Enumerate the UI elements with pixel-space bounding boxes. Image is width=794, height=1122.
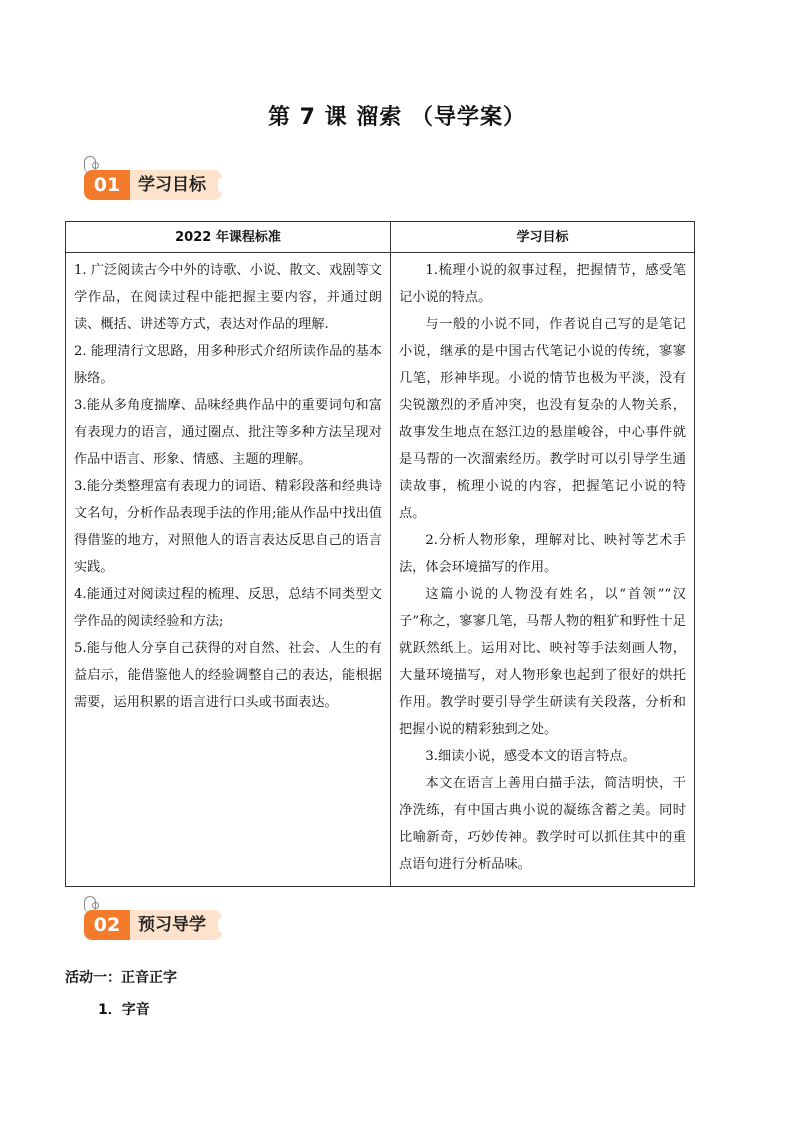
goal-item: 这篇小说的人物没有姓名，以“首领”“汉子”称之，寥寥几笔，马帮人物的粗犷和野性十足就跃然纸上。运用对比、映衬等手法刻画人物，大量环境描写，对人物形象也起到了很好的烘托作用。教学时要引导学生研读有关段落，分析和把握小说的精彩独到之处。 [399, 587, 686, 737]
activity-heading: 活动一：正音正字 [65, 970, 177, 986]
page-title: 第 7 课 溜索 （导学案） [268, 105, 526, 130]
section-label: 学习目标 [130, 170, 222, 200]
table-header-goals: 学习目标 [391, 222, 695, 253]
goals-table [65, 221, 695, 887]
paperclip-ring-icon [92, 902, 99, 909]
standard-item: 2. 能理清行文思路，用多种形式介绍所读作品的基本脉络。 [74, 344, 382, 386]
goal-item: 3.细读小说，感受本文的语言特点。 [425, 749, 636, 764]
goal-item: 2.分析人物形象，理解对比、映衬等艺术手法，体会环境描写的作用。 [399, 533, 686, 575]
standard-item: 1. 广泛阅读古今中外的诗歌、小说、散文、戏剧等文学作品，在阅读过程中能把握主要内容，并通过朗读、概括、讲述等方式，表达对作品的理解. [74, 263, 382, 332]
standard-item: 5.能与他人分享自己获得的对自然、社会、人生的有益启示，能借鉴他人的经验调整自己的表达，能根据需要，运用积累的语言进行口头或书面表达。 [74, 641, 382, 710]
subsection-heading: 1．字音 [98, 1002, 150, 1018]
standard-item: 3.能从多角度揣摩、品味经典作品中的重要词句和富有表现力的语言，通过圈点、批注等多种方法呈现对作品中语言、形象、情感、主题的理解。 [74, 398, 382, 467]
table-header-standards: 2022 年课程标准 [66, 222, 391, 253]
section-badge-goals [82, 162, 232, 206]
goals-cell [391, 253, 695, 887]
goal-item: 本文在语言上善用白描手法，简洁明快，干净洗练，有中国古典小说的凝练含蓄之美。同时比喻新奇，巧妙传神。教学时可以抓住其中的重点语句进行分析品味。 [399, 776, 686, 872]
standards-cell [66, 253, 391, 887]
section-number: 01 [84, 170, 130, 200]
goal-item: 1.梳理小说的叙事过程，把握情节，感受笔记小说的特点。 [399, 263, 686, 305]
standard-item: 3.能分类整理富有表现力的词语、精彩段落和经典诗文名句，分析作品表现手法的作用;能从作品中找出值得借鉴的地方，对照他人的语言表达反思自己的语言实践。 [74, 479, 382, 575]
standard-item: 4.能通过对阅读过程的梳理、反思，总结不同类型文学作品的阅读经验和方法; [74, 587, 382, 629]
section-number: 02 [84, 910, 130, 940]
goal-item: 与一般的小说不同，作者说自己写的是笔记小说，继承的是中国古代笔记小说的传统，寥寥几笔，形神毕现。小说的情节也极为平淡，没有尖锐激烈的矛盾冲突，也没有复杂的人物关系，故事发生地点在怒江边的悬崖峻谷，中心事件就是马帮的一次溜索经历。教学时可以引导学生通读故事，梳理小说的内容，把握笔记小说的特点。 [399, 317, 686, 521]
section-label: 预习导学 [130, 910, 222, 940]
section-badge-preview [82, 902, 232, 946]
paperclip-ring-icon [92, 162, 99, 169]
